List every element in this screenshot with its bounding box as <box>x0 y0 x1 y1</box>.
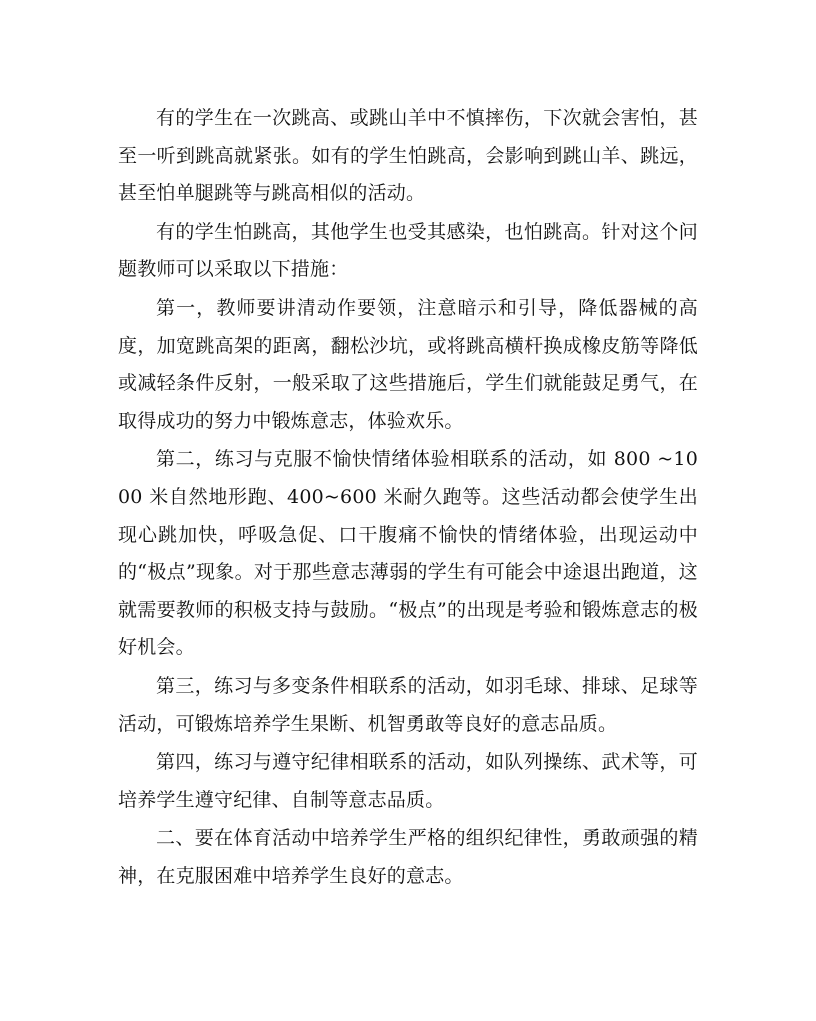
paragraph-measure-four: 第四，练习与遵守纪律相联系的活动，如队列操练、武术等，可培养学生遵守纪律、自制等意志品质。 <box>118 751 698 811</box>
paragraph-measure-two: 第二，练习与克服不愉快情绪体验相联系的活动，如 800 ~1000 米自然地形跑、400~600 米耐久跑等。这些活动都会使学生出现心跳加快，呼吸急促、口干腹痛不愉快的情绪体验，出现运动中的“极点”现象。对于那些意志薄弱的学生有可能会中途退出跑道，这就需要教师的积极支持与鼓励。“极点”的出现是考验和锻炼意志的极好机会。 <box>118 448 698 659</box>
paragraph-section-two: 二、要在体育活动中培养学生严格的组织纪律性，勇敢顽强的精神，在克服困难中培养学生良好的意志。 <box>118 827 698 887</box>
paragraph-measure-three: 第三，练习与多变条件相联系的活动，如羽毛球、排球、足球等活动，可锻炼培养学生果断、机智勇敢等良好的意志品质。 <box>118 674 698 735</box>
paragraph-measures-intro: 有的学生怕跳高，其他学生也受其感染，也怕跳高。针对这个问题教师可以采取以下措施： <box>118 220 698 281</box>
paragraph-fear-of-high-jump: 有的学生在一次跳高、或跳山羊中不慎摔伤，下次就会害怕，甚至一听到跳高就紧张。如有的学生怕跳高，会影响到跳山羊、跳远，甚至怕单腿跳等与跳高相似的活动。 <box>118 107 698 205</box>
paragraph-measure-one: 第一，教师要讲清动作要领，注意暗示和引导，降低器械的高度，加宽跳高架的距离，翻松沙坑，或将跳高横杆换成橡皮筋等降低或减轻条件反射，一般采取了这些措施后，学生们就能鼓足勇气，在取得成功的努力中锻炼意志，体验欢乐。 <box>118 296 698 432</box>
document-body <box>118 100 698 896</box>
